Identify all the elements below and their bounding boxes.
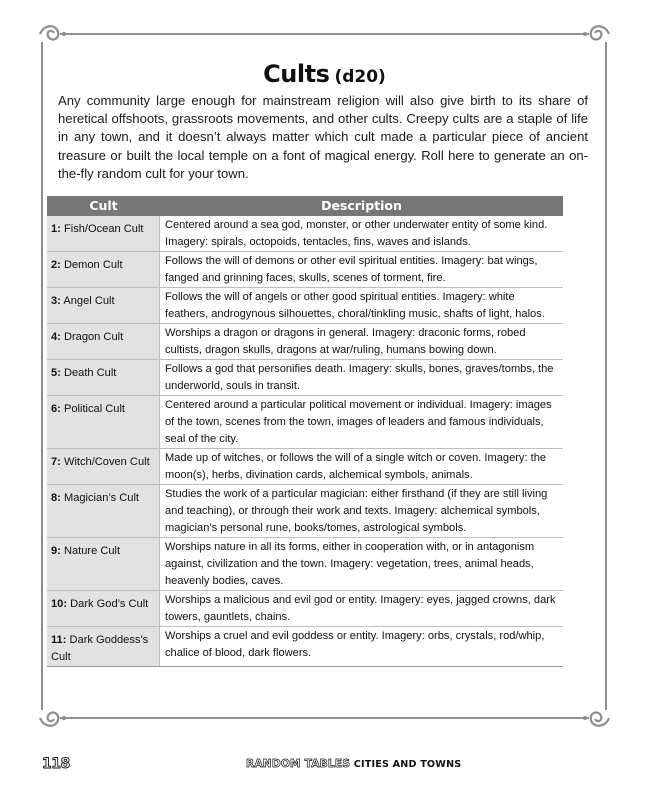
roll-number: 4: (51, 331, 61, 343)
cult-description: Centered around a sea god, monster, or other underwater entity of some kind. Imagery: spirals, octopoids, tentacles, fins, waves and islands. (165, 219, 548, 248)
column-header-cult: Cult (89, 198, 118, 213)
cult-name-cell (47, 449, 160, 484)
cults-table (47, 196, 563, 667)
cult-name-cell (47, 396, 160, 448)
table-row (47, 627, 563, 666)
roll-number: 5: (51, 367, 61, 379)
cult-name-cell (47, 252, 160, 287)
cult-description: Follows the will of angels or other good spiritual entities. Imagery: white feathers, androgynous silhouettes, choral/tinkling music, shafts of light, halos. (165, 291, 545, 320)
table-row (47, 591, 563, 627)
cult-name: Dark God’s Cult (70, 598, 149, 610)
page-heading (0, 60, 649, 88)
cult-name-cell (47, 216, 160, 251)
cult-name-cell (47, 288, 160, 323)
table-row (47, 324, 563, 360)
table-row (47, 449, 563, 485)
table-row (47, 396, 563, 449)
cult-name-cell (47, 627, 160, 666)
cult-description: Worships a dragon or dragons in general. Imagery: draconic forms, robed cultists, dragon skulls, dragons at war/ruling, humans bowing down. (165, 327, 526, 356)
table-header (47, 196, 563, 216)
roll-number: 8: (51, 492, 61, 504)
roll-number: 11: (51, 634, 67, 646)
cult-name: Dragon Cult (63, 331, 124, 343)
cult-description: Follows a god that personifies death. Imagery: skulls, bones, graves/tombs, the underworld, souls in transit. (165, 363, 554, 392)
table-row (47, 485, 563, 538)
page-number: 118 (42, 756, 70, 772)
cult-description: Follows the will of demons or other evil spiritual entities. Imagery: bat wings, fanged and grinning faces, skulls, scenes of torment, fire. (165, 255, 538, 284)
border-right-line (605, 42, 607, 710)
cult-description: Studies the work of a particular magician: either firsthand (if they are still living and teaching), or through their work and texts. Imagery: alchemical symbols, magician’s personal rune, books/tomes, astrological symbols. (165, 488, 548, 534)
cult-name-cell (47, 324, 160, 359)
book-title: RANDOM TABLES (246, 758, 351, 770)
roll-number: 7: (51, 456, 61, 468)
table-row (47, 216, 563, 252)
cult-name: Political Cult (63, 403, 126, 415)
roll-number: 10: (51, 598, 68, 610)
cult-name: Demon Cult (63, 259, 123, 271)
cult-name: Fish/Ocean Cult (63, 223, 144, 235)
roll-number: 9: (51, 545, 61, 557)
cult-name: Death Cult (63, 367, 117, 379)
page-title: Cults (263, 60, 330, 88)
running-footer (246, 758, 461, 770)
ornamental-border-bottom (38, 706, 611, 730)
roll-number: 6: (51, 403, 61, 415)
cult-name: Witch/Coven Cult (63, 456, 150, 468)
table-row (47, 252, 563, 288)
table-row (47, 360, 563, 396)
border-left-line (41, 42, 43, 710)
roll-number: 1: (51, 223, 61, 235)
cult-name: Nature Cult (63, 545, 121, 557)
cult-description: Worships nature in all its forms, either in cooperation with, or in antagonism against, civilization and the town. Imagery: vegetation, trees, animal heads, heavenly bodies, caves. (165, 541, 535, 587)
roll-number: 3: (51, 295, 61, 307)
page-footer (42, 756, 607, 772)
cult-description: Worships a cruel and evil goddess or entity. Imagery: orbs, crystals, rod/whip, chalice of blood, dark flowers. (165, 630, 545, 659)
book-subtitle: CITIES AND TOWNS (353, 759, 462, 770)
cult-name-cell (47, 591, 160, 626)
cult-name: Angel Cult (63, 295, 115, 307)
table-row (47, 538, 563, 591)
table-body (47, 216, 563, 667)
table-row (47, 288, 563, 324)
ornamental-border-top (38, 22, 611, 46)
cult-name-cell (47, 538, 160, 590)
cult-description: Made up of witches, or follows the will of a single witch or coven. Imagery: the moon(s), herbs, divination cards, alchemical symbols, animals. (165, 452, 547, 481)
cult-name-cell (47, 360, 160, 395)
intro-paragraph: Any community large enough for mainstream religion will also give birth to its share of heretical offshoots, grassroots movements, and other cults. Creepy cults are a staple of life in any town, and it doesn’t always matter which cult made a particular piece of ancient treasure or built the local temple on a font of magical energy. Roll here to generate an on-the-fly random cult for your town. (58, 93, 588, 181)
page-subtitle: (d20) (334, 67, 386, 87)
cult-description: Centered around a particular political movement or individual. Imagery: images of the town, scenes from the town, images of leaders and famous individuals, seal of the city. (165, 399, 552, 445)
roll-number: 2: (51, 259, 61, 271)
cult-name: Magician’s Cult (63, 492, 139, 504)
cult-description: Worships a malicious and evil god or entity. Imagery: eyes, jagged crowns, dark towers, gauntlets, chains. (165, 594, 556, 623)
cult-name: Dark Goddess’s Cult (51, 634, 149, 663)
column-header-description: Description (321, 198, 402, 213)
cult-name-cell (47, 485, 160, 537)
